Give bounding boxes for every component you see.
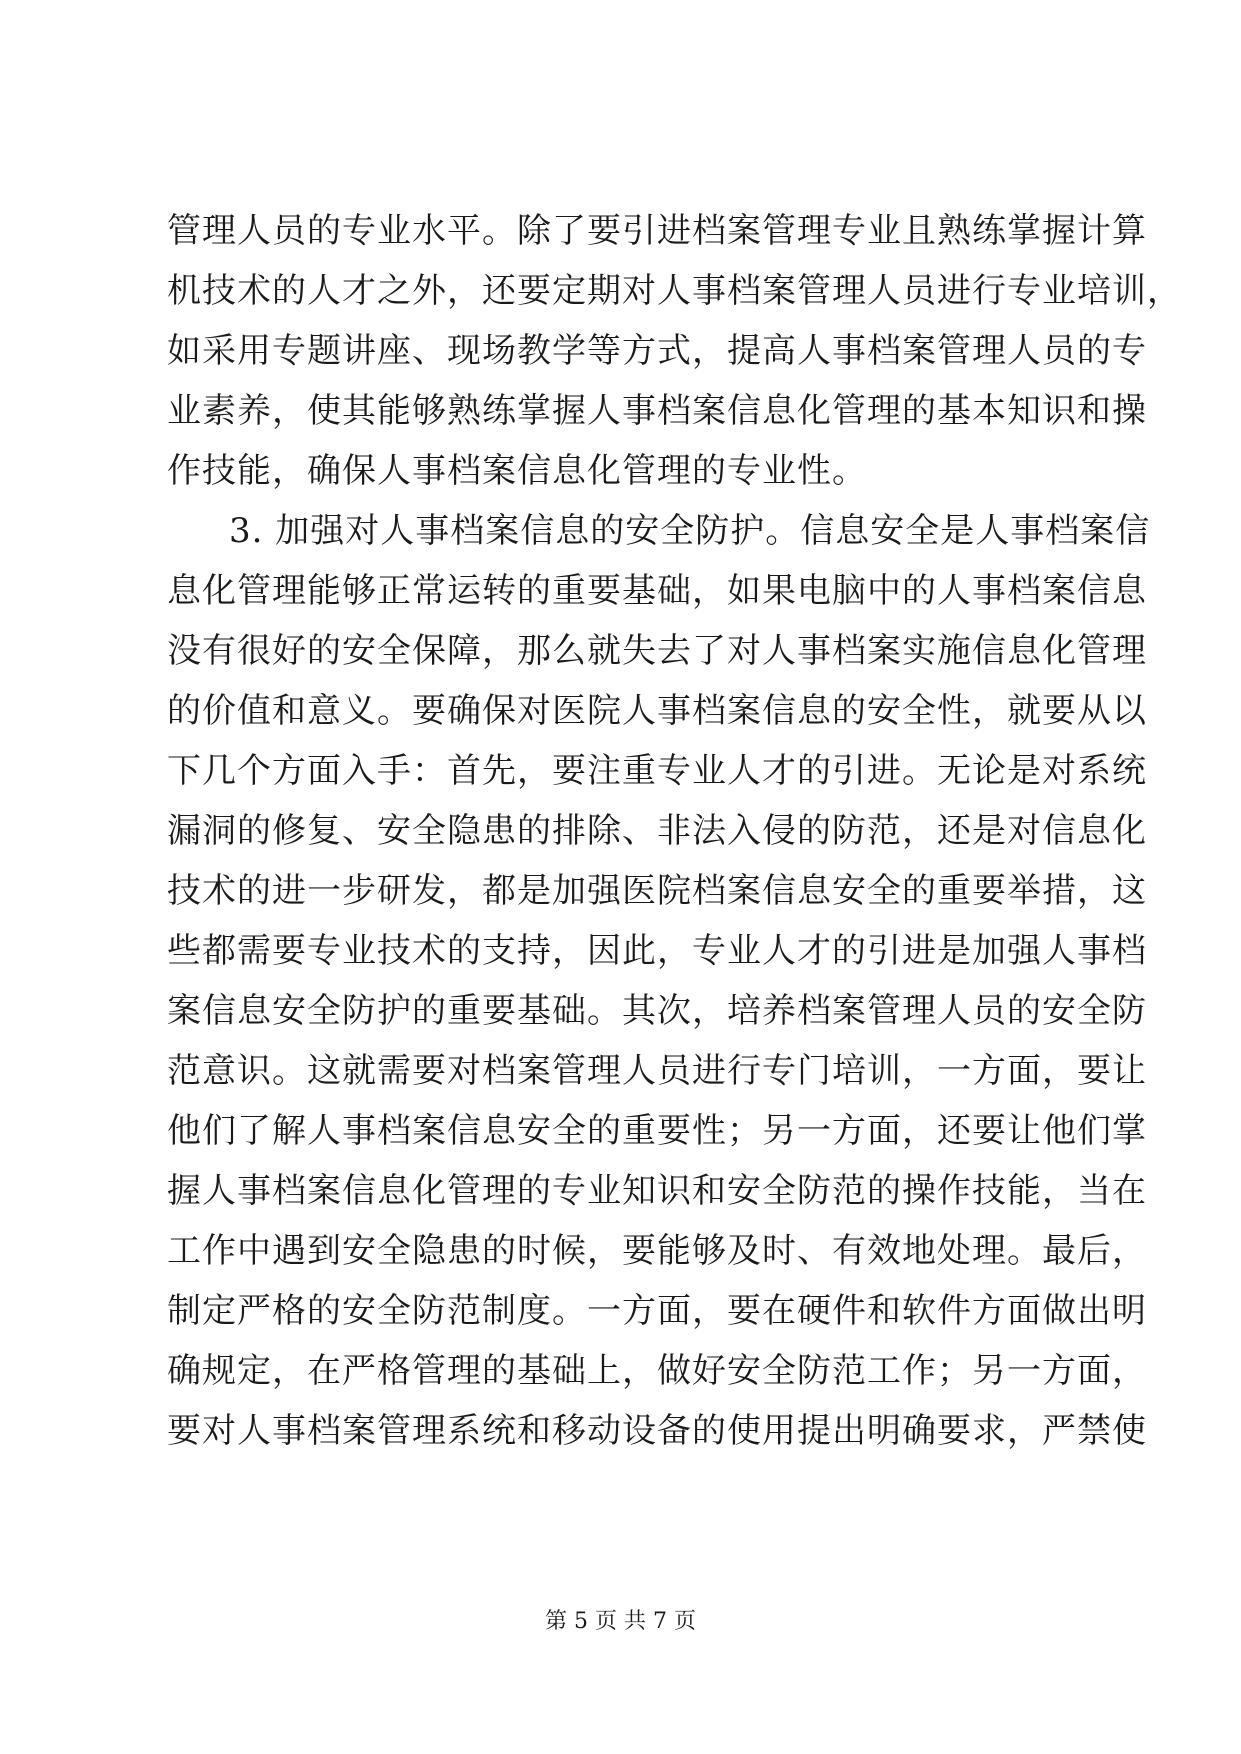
body-line: 如采用专题讲座、现场教学等方式，提高人事档案管理人员的专 [167, 331, 1147, 371]
body-line: 没有很好的安全保障，那么就失去了对人事档案实施信息化管理 [167, 631, 1147, 671]
body-line: 制定严格的安全防范制度。一方面，要在硬件和软件方面做出明 [167, 1291, 1147, 1331]
body-line: 息化管理能够正常运转的重要基础，如果电脑中的人事档案信息 [167, 571, 1147, 611]
body-line: 工作中遇到安全隐患的时候，要能够及时、有效地处理。最后， [167, 1231, 1147, 1271]
body-line: 管理人员的专业水平。除了要引进档案管理专业且熟练掌握计算 [167, 211, 1147, 251]
page-number-footer: 第 5 页 共 7 页 [545, 1609, 696, 1634]
body-line: 业素养，使其能够熟练掌握人事档案信息化管理的基本知识和操 [167, 391, 1147, 431]
body-line: 机技术的人才之外，还要定期对人事档案管理人员进行专业培训， [167, 271, 1182, 311]
body-line: 技术的进一步研发，都是加强医院档案信息安全的重要举措，这 [167, 871, 1147, 911]
paragraph-first-line: 3. 加强对人事档案信息的安全防护。信息安全是人事档案信 [229, 511, 1151, 551]
body-line: 范意识。这就需要对档案管理人员进行专门培训，一方面，要让 [167, 1051, 1147, 1091]
body-line: 确规定，在严格管理的基础上，做好安全防范工作；另一方面， [167, 1351, 1147, 1391]
body-line: 些都需要专业技术的支持，因此，专业人才的引进是加强人事档 [167, 931, 1147, 971]
body-line: 下几个方面入手：首先，要注重专业人才的引进。无论是对系统 [167, 751, 1147, 791]
body-line: 的价值和意义。要确保对医院人事档案信息的安全性，就要从以 [167, 691, 1147, 731]
body-line: 作技能，确保人事档案信息化管理的专业性。 [167, 451, 867, 491]
body-line: 漏洞的修复、安全隐患的排除、非法入侵的防范，还是对信息化 [167, 811, 1147, 851]
body-line: 握人事档案信息化管理的专业知识和安全防范的操作技能，当在 [167, 1171, 1147, 1211]
body-line: 要对人事档案管理系统和移动设备的使用提出明确要求，严禁使 [167, 1411, 1147, 1451]
body-line: 案信息安全防护的重要基础。其次，培养档案管理人员的安全防 [167, 991, 1147, 1031]
body-line: 他们了解人事档案信息安全的重要性；另一方面，还要让他们掌 [167, 1111, 1147, 1151]
